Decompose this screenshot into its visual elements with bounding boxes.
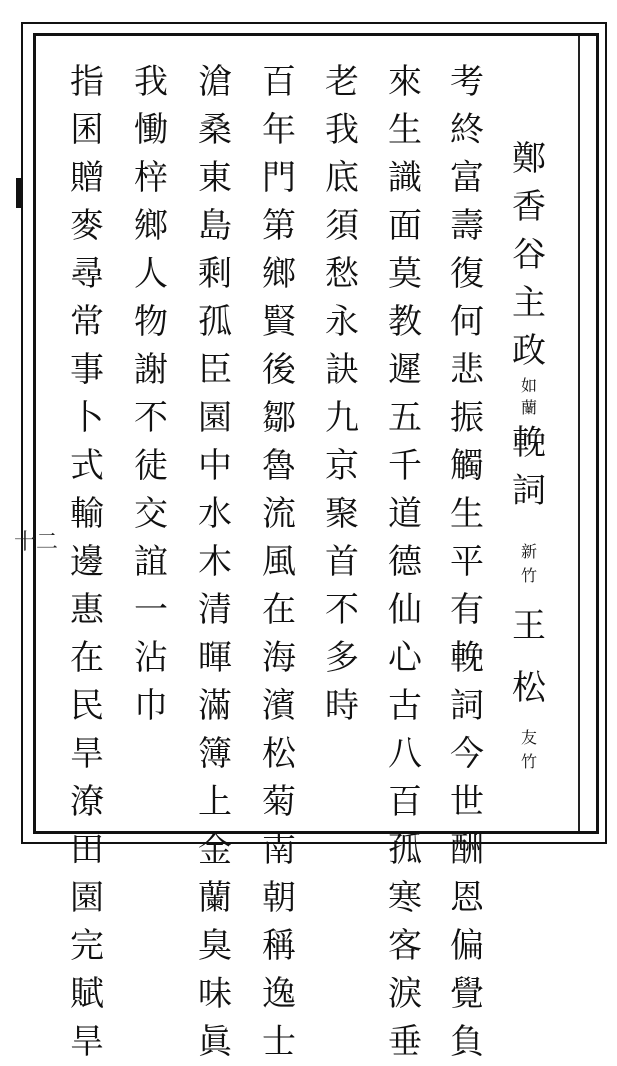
column-char: 有 <box>450 590 484 630</box>
column-char: 交 <box>134 494 168 534</box>
column-char: 悲 <box>450 350 484 390</box>
column-char: 第 <box>262 206 296 246</box>
column-char: 五 <box>388 398 422 438</box>
column-char: 旱 <box>70 734 104 774</box>
title-char: 詞 <box>512 471 546 511</box>
column-char: 覺 <box>450 974 484 1014</box>
column-char: 囷 <box>70 110 104 150</box>
column-char: 謝 <box>134 350 168 390</box>
column-char: 永 <box>325 302 359 342</box>
title-sub-render <box>506 375 552 419</box>
column-char: 詞 <box>450 686 484 726</box>
column-char: 式 <box>70 446 104 486</box>
column-char: 蘭 <box>198 878 232 918</box>
column-char: 贈 <box>70 158 104 198</box>
text-column-5 <box>193 58 237 1066</box>
column-char: 在 <box>70 638 104 678</box>
column-char: 古 <box>388 686 422 726</box>
column-char: 負 <box>450 1022 484 1062</box>
poem-title <box>506 135 552 515</box>
author-char: 王 <box>512 606 546 646</box>
column-char: 心 <box>388 638 422 678</box>
column-char: 鄒 <box>262 398 296 438</box>
column-char: 在 <box>262 590 296 630</box>
column-char: 振 <box>450 398 484 438</box>
text-column-1 <box>445 58 489 1066</box>
column-char: 酬 <box>450 830 484 870</box>
column-char: 垂 <box>388 1022 422 1062</box>
column-char: 潦 <box>70 782 104 822</box>
column-char: 考 <box>450 62 484 102</box>
column-char: 時 <box>325 686 359 726</box>
column-char: 百 <box>388 782 422 822</box>
column-char: 菊 <box>262 782 296 822</box>
title-char: 谷 <box>512 235 546 275</box>
column-char: 莫 <box>388 254 422 294</box>
column-char: 園 <box>70 878 104 918</box>
column-char: 生 <box>450 494 484 534</box>
column-char: 我 <box>325 110 359 150</box>
column-char: 卜 <box>70 398 104 438</box>
column-char: 暉 <box>198 638 232 678</box>
column-char: 年 <box>262 110 296 150</box>
column-char: 簿 <box>198 734 232 774</box>
title-char: 如 <box>520 376 537 395</box>
column-char: 剩 <box>198 254 232 294</box>
column-char: 金 <box>198 830 232 870</box>
column-char: 慟 <box>134 110 168 150</box>
column-char: 一 <box>134 590 168 630</box>
author-name-render <box>506 602 552 712</box>
author-char: 新 <box>520 542 537 561</box>
text-column-6 <box>129 58 173 730</box>
column-char: 味 <box>198 974 232 1014</box>
column-char: 八 <box>388 734 422 774</box>
title-char: 輓 <box>512 423 546 463</box>
margin-page-number: 十二 <box>14 530 59 555</box>
column-char: 面 <box>388 206 422 246</box>
column-char: 生 <box>388 110 422 150</box>
column-char: 常 <box>70 302 104 342</box>
column-char: 魯 <box>262 446 296 486</box>
column-char: 風 <box>262 542 296 582</box>
frame-rule <box>578 36 580 831</box>
column-char: 終 <box>450 110 484 150</box>
title-char: 鄭 <box>512 139 546 179</box>
title-char: 政 <box>512 331 546 371</box>
column-char: 中 <box>198 446 232 486</box>
column-char: 道 <box>388 494 422 534</box>
title-char: 蘭 <box>520 398 537 417</box>
column-char: 滿 <box>198 686 232 726</box>
column-char: 德 <box>388 542 422 582</box>
column-char: 物 <box>134 302 168 342</box>
column-char: 平 <box>450 542 484 582</box>
column-char: 逸 <box>262 974 296 1014</box>
column-char: 沾 <box>134 638 168 678</box>
column-char: 輓 <box>450 638 484 678</box>
column-char: 客 <box>388 926 422 966</box>
column-char: 稱 <box>262 926 296 966</box>
author-style-render <box>506 726 552 774</box>
column-char: 事 <box>70 350 104 390</box>
column-char: 民 <box>70 686 104 726</box>
column-char: 賢 <box>262 302 296 342</box>
column-char: 百 <box>262 62 296 102</box>
title-char: 主 <box>512 283 546 323</box>
author-origin-render <box>506 540 552 588</box>
column-char: 淚 <box>388 974 422 1014</box>
title-main-render <box>506 135 552 375</box>
column-char: 世 <box>450 782 484 822</box>
column-char: 仙 <box>388 590 422 630</box>
column-char: 我 <box>134 62 168 102</box>
column-char: 流 <box>262 494 296 534</box>
column-char: 九 <box>325 398 359 438</box>
column-char: 京 <box>325 446 359 486</box>
column-char: 東 <box>198 158 232 198</box>
column-char: 人 <box>134 254 168 294</box>
text-column-4 <box>257 58 301 1066</box>
column-char: 徒 <box>134 446 168 486</box>
column-char: 臭 <box>198 926 232 966</box>
column-char: 不 <box>134 398 168 438</box>
author-char: 松 <box>512 668 546 708</box>
column-char: 南 <box>262 830 296 870</box>
title-char: 香 <box>512 187 546 227</box>
column-char: 完 <box>70 926 104 966</box>
column-char: 孤 <box>388 830 422 870</box>
author-char: 竹 <box>520 566 537 585</box>
column-char: 須 <box>325 206 359 246</box>
column-char: 島 <box>198 206 232 246</box>
column-char: 海 <box>262 638 296 678</box>
column-char: 富 <box>450 158 484 198</box>
text-column-7 <box>65 58 109 1066</box>
column-char: 何 <box>450 302 484 342</box>
column-char: 惠 <box>70 590 104 630</box>
text-column-3 <box>320 58 364 730</box>
column-char: 遲 <box>388 350 422 390</box>
column-char: 壽 <box>450 206 484 246</box>
column-char: 桑 <box>198 110 232 150</box>
author-char: 友 <box>520 728 537 747</box>
column-char: 士 <box>262 1022 296 1062</box>
column-char: 不 <box>325 590 359 630</box>
column-char: 千 <box>388 446 422 486</box>
column-char: 恩 <box>450 878 484 918</box>
column-char: 誼 <box>134 542 168 582</box>
column-char: 來 <box>388 62 422 102</box>
column-char: 偏 <box>450 926 484 966</box>
column-char: 訣 <box>325 350 359 390</box>
margin-tick <box>16 178 22 208</box>
column-char: 後 <box>262 350 296 390</box>
column-char: 濱 <box>262 686 296 726</box>
column-char: 指 <box>70 62 104 102</box>
column-char: 田 <box>70 830 104 870</box>
column-char: 賦 <box>70 974 104 1014</box>
column-char: 鄉 <box>134 206 168 246</box>
column-char: 首 <box>325 542 359 582</box>
column-char: 麥 <box>70 206 104 246</box>
column-char: 清 <box>198 590 232 630</box>
title-tail-render <box>506 419 552 515</box>
column-char: 邊 <box>70 542 104 582</box>
column-char: 朝 <box>262 878 296 918</box>
column-char: 松 <box>262 734 296 774</box>
column-char: 臣 <box>198 350 232 390</box>
column-char: 眞 <box>198 1022 232 1062</box>
column-char: 今 <box>450 734 484 774</box>
column-char: 旱 <box>70 1022 104 1062</box>
column-char: 園 <box>198 398 232 438</box>
column-char: 底 <box>325 158 359 198</box>
column-char: 鄉 <box>262 254 296 294</box>
column-char: 尋 <box>70 254 104 294</box>
author-block <box>506 540 552 774</box>
column-char: 教 <box>388 302 422 342</box>
column-char: 門 <box>262 158 296 198</box>
column-char: 觸 <box>450 446 484 486</box>
column-char: 多 <box>325 638 359 678</box>
column-char: 愁 <box>325 254 359 294</box>
column-char: 梓 <box>134 158 168 198</box>
column-char: 識 <box>388 158 422 198</box>
column-char: 水 <box>198 494 232 534</box>
author-char: 竹 <box>520 752 537 771</box>
text-column-2 <box>383 58 427 1066</box>
column-char: 復 <box>450 254 484 294</box>
column-char: 滄 <box>198 62 232 102</box>
column-char: 巾 <box>134 686 168 726</box>
column-char: 輸 <box>70 494 104 534</box>
column-char: 孤 <box>198 302 232 342</box>
column-char: 上 <box>198 782 232 822</box>
column-char: 寒 <box>388 878 422 918</box>
column-char: 木 <box>198 542 232 582</box>
column-char: 聚 <box>325 494 359 534</box>
column-char: 老 <box>325 62 359 102</box>
